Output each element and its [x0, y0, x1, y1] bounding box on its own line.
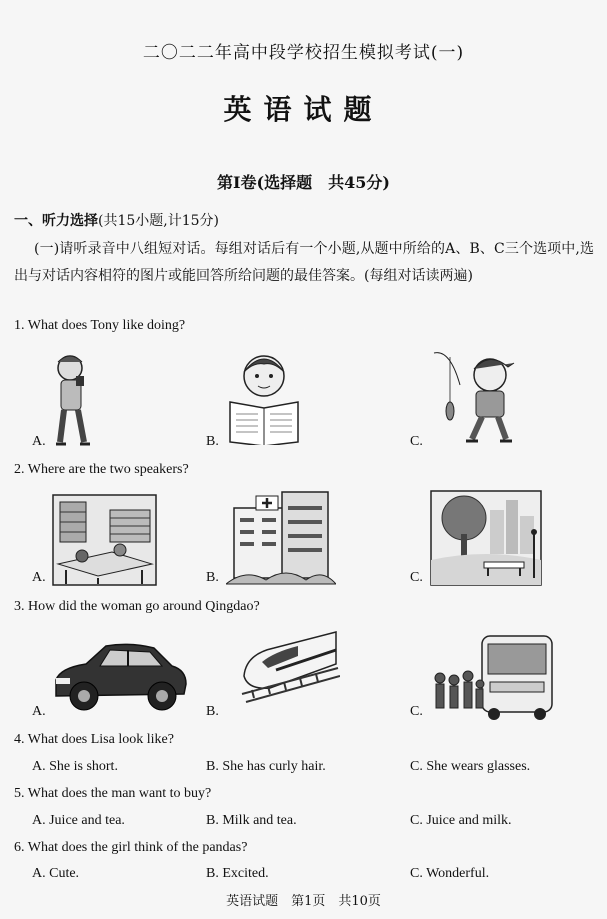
- q2-option-a-label[interactable]: A.: [32, 570, 46, 585]
- question-2-text: 2. Where are the two speakers?: [14, 462, 189, 477]
- q3-option-c-label[interactable]: C.: [410, 704, 423, 719]
- library-icon: [52, 494, 157, 586]
- section-count: (共15小题,计15分): [98, 213, 220, 229]
- question-4-text: 4. What does Lisa look like?: [14, 732, 174, 747]
- page-footer: 英语试题 第1页 共10页: [226, 894, 381, 909]
- hospital-icon: [226, 488, 336, 586]
- q5-option-b[interactable]: B. Milk and tea.: [206, 813, 297, 828]
- q3-option-b-label[interactable]: B.: [206, 704, 219, 719]
- q4-option-b[interactable]: B. She has curly hair.: [206, 759, 326, 774]
- section-title: 一、听力选择: [14, 213, 98, 229]
- q5-option-a[interactable]: A. Juice and tea.: [32, 813, 125, 828]
- q1-option-c-label[interactable]: C.: [410, 434, 423, 449]
- bus-icon: [430, 630, 555, 720]
- q6-option-c[interactable]: C. Wonderful.: [410, 866, 490, 881]
- train-icon: [240, 628, 340, 703]
- boy-eating-icon: [48, 350, 98, 450]
- subject-title: 英语试题: [223, 93, 384, 126]
- q6-option-a[interactable]: A. Cute.: [32, 866, 80, 881]
- q1-option-b-label[interactable]: B.: [206, 434, 219, 449]
- section-heading: [14, 210, 219, 230]
- q5-option-c[interactable]: C. Juice and milk.: [410, 813, 512, 828]
- q6-option-b[interactable]: B. Excited.: [206, 866, 269, 881]
- park-icon: [430, 490, 542, 586]
- part-title: 第Ⅰ卷(选择题 共45分): [217, 173, 390, 192]
- question-5-text: 5. What does the man want to buy?: [14, 786, 212, 801]
- q2-option-b-label[interactable]: B.: [206, 570, 219, 585]
- car-icon: [50, 638, 190, 718]
- question-3-text: 3. How did the woman go around Qingdao?: [14, 599, 260, 614]
- question-6-text: 6. What does the girl think of the pandas?: [14, 840, 248, 855]
- q4-option-a[interactable]: A. She is short.: [32, 759, 118, 774]
- q3-option-a-label[interactable]: A.: [32, 704, 46, 719]
- section-instruction: (一)请听录音中八组短对话。每组对话后有一个小题,从题中所给的A、B、C三个选项中,选出与对话内容相符的图片或能回答所给问题的最佳答案。(每组对话读两遍): [14, 241, 594, 284]
- q1-option-a-label[interactable]: A.: [32, 434, 46, 449]
- boy-fishing-icon: [430, 345, 520, 445]
- q2-option-c-label[interactable]: C.: [410, 570, 423, 585]
- question-1-text: 1. What does Tony like doing?: [14, 318, 186, 333]
- exam-title: 二〇二二年高中段学校招生模拟考试(一): [142, 43, 465, 63]
- q4-option-c[interactable]: C. She wears glasses.: [410, 759, 531, 774]
- boy-reading-icon: [226, 350, 301, 445]
